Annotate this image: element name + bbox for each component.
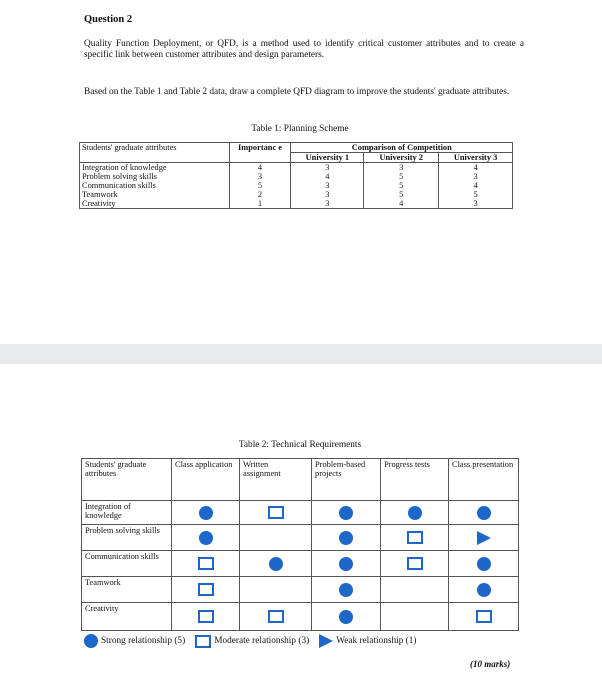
table1-row bbox=[80, 181, 513, 190]
table1-header-university: University 1 bbox=[291, 153, 364, 163]
table1-university-cell: 3 bbox=[439, 172, 513, 181]
table1-header-university: University 3 bbox=[439, 153, 513, 163]
question-title: Question 2 bbox=[84, 14, 133, 25]
relationship-cell bbox=[172, 603, 240, 631]
strong-relationship-circle-icon bbox=[477, 583, 491, 597]
relationship-cell bbox=[449, 501, 519, 525]
strong-relationship-circle-icon bbox=[339, 583, 353, 597]
strong-relationship-circle-icon bbox=[199, 531, 213, 545]
weak-relationship-triangle-icon bbox=[319, 634, 333, 648]
relationship-cell bbox=[449, 551, 519, 577]
table1-attr-cell: Creativity bbox=[80, 199, 230, 209]
relationship-legend bbox=[84, 634, 423, 648]
table2-header-column: Progress tests bbox=[381, 459, 449, 501]
strong-relationship-circle-icon bbox=[339, 531, 353, 545]
table1-attr-cell: Integration of knowledge bbox=[80, 163, 230, 173]
planning-scheme-table bbox=[79, 142, 513, 209]
relationship-cell bbox=[172, 577, 240, 603]
table1-university-cell: 3 bbox=[291, 163, 364, 173]
table1-caption: Table 1: Planning Scheme bbox=[251, 124, 349, 134]
strong-relationship-circle-icon bbox=[339, 557, 353, 571]
relationship-cell bbox=[449, 603, 519, 631]
table2-row bbox=[82, 551, 519, 577]
legend-strong-label: Strong relationship (5) bbox=[101, 636, 186, 646]
legend-weak bbox=[319, 634, 416, 648]
table1-university-cell: 4 bbox=[439, 163, 513, 173]
relationship-cell bbox=[240, 551, 312, 577]
table2-header-attr: Students' graduate attributes bbox=[82, 459, 172, 501]
strong-relationship-circle-icon bbox=[477, 557, 491, 571]
marks-allocation: (10 marks) bbox=[470, 659, 511, 669]
moderate-relationship-square-icon bbox=[268, 506, 284, 519]
relationship-cell bbox=[449, 525, 519, 551]
table2-row bbox=[82, 603, 519, 631]
relationship-cell bbox=[449, 577, 519, 603]
relationship-cell bbox=[312, 525, 381, 551]
table2-caption: Table 2: Technical Requirements bbox=[238, 440, 362, 450]
table1-importance-cell: 4 bbox=[229, 163, 291, 173]
table2-row bbox=[82, 501, 519, 525]
table1-university-cell: 5 bbox=[364, 190, 439, 199]
moderate-relationship-square-icon bbox=[195, 635, 211, 648]
table1-header-comparison: Comparison of Competition bbox=[291, 143, 513, 153]
relationship-cell bbox=[381, 577, 449, 603]
table2-header-column: Class presentation bbox=[449, 459, 519, 501]
relationship-cell bbox=[240, 501, 312, 525]
question-paragraph-2: Based on the Table 1 and Table 2 data, draw a complete QFD diagram to improve the students' graduate attributes. bbox=[84, 87, 510, 97]
table2-row bbox=[82, 577, 519, 603]
table2-header-column: Class application bbox=[172, 459, 240, 501]
table1-university-cell: 5 bbox=[364, 172, 439, 181]
relationship-cell bbox=[240, 577, 312, 603]
table2-attr-cell: Communication skills bbox=[82, 551, 172, 577]
relationship-cell bbox=[312, 551, 381, 577]
table1-university-cell: 5 bbox=[439, 190, 513, 199]
legend-strong bbox=[84, 634, 185, 648]
strong-relationship-circle-icon bbox=[339, 506, 353, 520]
question-paragraph-1: Quality Function Deployment, or QFD, is a method used to identify critical customer attributes and to create a specific link between customer attributes and design parameters. bbox=[84, 39, 524, 60]
table1-university-cell: 5 bbox=[364, 181, 439, 190]
strong-relationship-circle-icon bbox=[477, 506, 491, 520]
strong-relationship-circle-icon bbox=[84, 634, 98, 648]
moderate-relationship-square-icon bbox=[268, 610, 284, 623]
table1-university-cell: 4 bbox=[364, 199, 439, 209]
weak-relationship-triangle-icon bbox=[477, 531, 491, 545]
table1-header-attr: Students' graduate attributes bbox=[80, 143, 230, 163]
relationship-cell bbox=[172, 551, 240, 577]
relationship-cell bbox=[381, 525, 449, 551]
strong-relationship-circle-icon bbox=[339, 610, 353, 624]
table2-header-column: Problem-based projects bbox=[312, 459, 381, 501]
table2-header-column: Written assignment bbox=[240, 459, 312, 501]
table2-attr-cell: Integration of knowledge bbox=[82, 501, 172, 525]
table1-importance-cell: 3 bbox=[229, 172, 291, 181]
table1-university-cell: 3 bbox=[364, 163, 439, 173]
table1-row bbox=[80, 163, 513, 173]
relationship-cell bbox=[312, 577, 381, 603]
relationship-cell bbox=[240, 603, 312, 631]
technical-requirements-table bbox=[81, 458, 519, 631]
moderate-relationship-square-icon bbox=[198, 557, 214, 570]
strong-relationship-circle-icon bbox=[269, 557, 283, 571]
table1-attr-cell: Communication skills bbox=[80, 181, 230, 190]
relationship-cell bbox=[312, 501, 381, 525]
table1-attr-cell: Teamwork bbox=[80, 190, 230, 199]
moderate-relationship-square-icon bbox=[476, 610, 492, 623]
table1-university-cell: 3 bbox=[291, 199, 364, 209]
relationship-cell bbox=[240, 525, 312, 551]
table2-attr-cell: Creativity bbox=[82, 603, 172, 631]
moderate-relationship-square-icon bbox=[198, 610, 214, 623]
legend-weak-label: Weak relationship (1) bbox=[336, 636, 417, 646]
table2-attr-cell: Teamwork bbox=[82, 577, 172, 603]
table1-university-cell: 4 bbox=[439, 181, 513, 190]
strong-relationship-circle-icon bbox=[408, 506, 422, 520]
table1-importance-cell: 2 bbox=[229, 190, 291, 199]
strong-relationship-circle-icon bbox=[199, 506, 213, 520]
table2-row bbox=[82, 525, 519, 551]
moderate-relationship-square-icon bbox=[407, 557, 423, 570]
table2-attr-cell: Problem solving skills bbox=[82, 525, 172, 551]
table1-header-importance: Importanc e bbox=[229, 143, 291, 163]
moderate-relationship-square-icon bbox=[407, 531, 423, 544]
table1-row bbox=[80, 190, 513, 199]
table1-row bbox=[80, 199, 513, 209]
table1-importance-cell: 5 bbox=[229, 181, 291, 190]
table1-row bbox=[80, 172, 513, 181]
table1-university-cell: 3 bbox=[291, 181, 364, 190]
table1-attr-cell: Problem solving skills bbox=[80, 172, 230, 181]
relationship-cell bbox=[172, 525, 240, 551]
table1-importance-cell: 1 bbox=[229, 199, 291, 209]
table1-university-cell: 4 bbox=[291, 172, 364, 181]
table1-university-cell: 3 bbox=[439, 199, 513, 209]
legend-moderate bbox=[195, 635, 309, 648]
table1-university-cell: 3 bbox=[291, 190, 364, 199]
relationship-cell bbox=[381, 551, 449, 577]
relationship-cell bbox=[381, 501, 449, 525]
relationship-cell bbox=[172, 501, 240, 525]
relationship-cell bbox=[312, 603, 381, 631]
table1-header-university: University 2 bbox=[364, 153, 439, 163]
moderate-relationship-square-icon bbox=[198, 583, 214, 596]
relationship-cell bbox=[381, 603, 449, 631]
legend-moderate-label: Moderate relationship (3) bbox=[214, 636, 310, 646]
